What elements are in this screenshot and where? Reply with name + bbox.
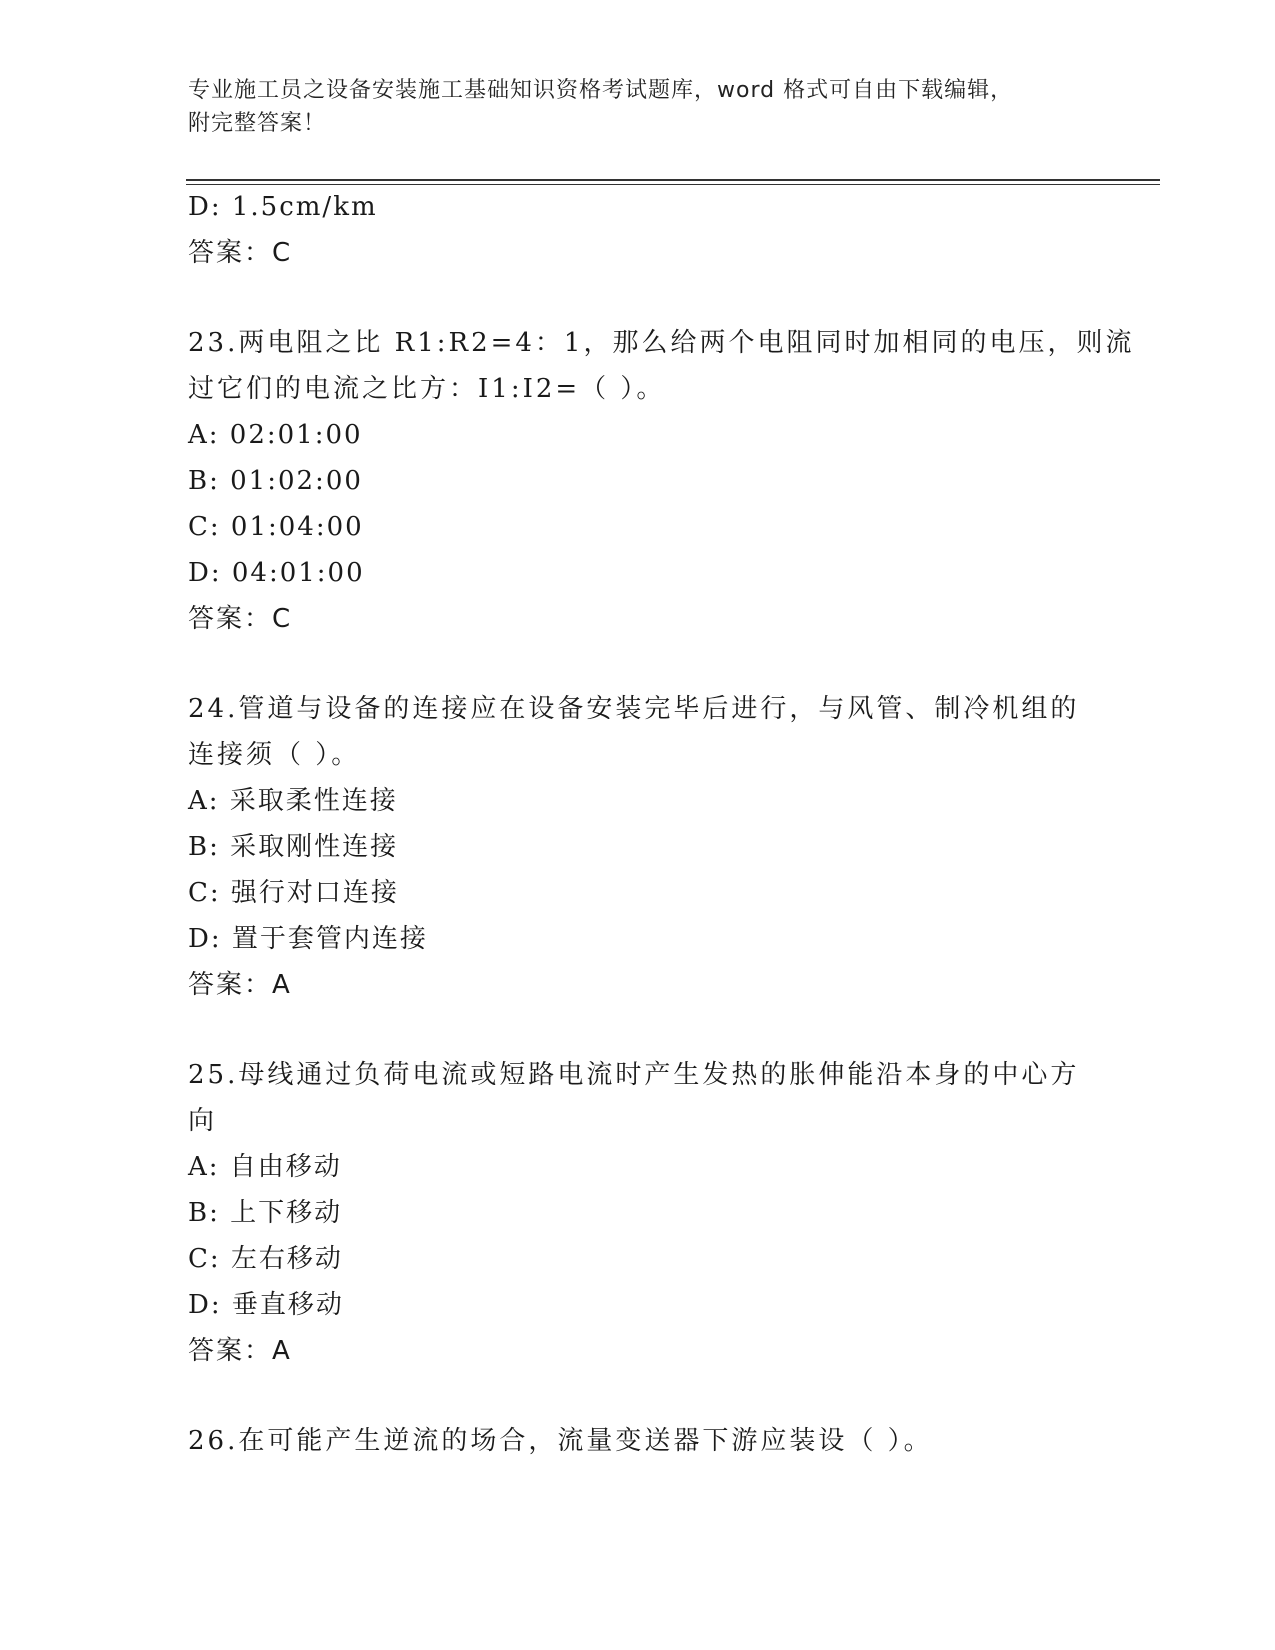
header-line-1: 专业施工员之设备安装施工基础知识资格考试题库，word 格式可自由下载编辑，: [188, 78, 1014, 103]
option-b: B: 采取刚性连接: [188, 832, 399, 862]
document-header: [188, 74, 1088, 140]
spacer: [188, 1374, 1088, 1418]
question-23: [188, 320, 1135, 642]
option-a: A: 采取柔性连接: [188, 786, 398, 816]
option-b: B: 上下移动: [188, 1198, 343, 1228]
option-d: D: 垂直移动: [188, 1290, 344, 1320]
question-text-line-1: 23.两电阻之比 R1:R2=4：1，那么给两个电阻同时加相同的电压，则流: [188, 328, 1135, 358]
question-26: [188, 1418, 1088, 1464]
spacer: [188, 1008, 1088, 1052]
header-divider-thick: [186, 179, 1160, 181]
question-list: [188, 190, 1135, 1464]
option-c: C: 强行对口连接: [188, 878, 399, 908]
question-text-line-1: 24.管道与设备的连接应在设备安装完毕后进行，与风管、制冷机组的: [188, 694, 1080, 724]
header-line-2: 附完整答案！: [188, 111, 327, 136]
question-text-line-2: 过它们的电流之比方：I1:I2=（ ）。: [188, 374, 666, 404]
question-text-line-2: 连接须（ ）。: [188, 740, 361, 770]
option-b: B: 01:02:00: [188, 466, 363, 496]
spacer: [188, 642, 1088, 686]
question-text-line-1: 26.在可能产生逆流的场合，流量变送器下游应装设（ ）。: [188, 1426, 933, 1456]
question-text-line-2: 向: [188, 1106, 218, 1136]
spacer: [188, 276, 1088, 320]
option-d: D: 置于套管内连接: [188, 924, 428, 954]
question-text-line-1: 25.母线通过负荷电流或短路电流时产生发热的胀伸能沿本身的中心方: [188, 1060, 1080, 1090]
option-a: A: 02:01:00: [188, 420, 363, 450]
option-a: A: 自由移动: [188, 1152, 342, 1182]
option-c: C: 左右移动: [188, 1244, 343, 1274]
option-c: C: 01:04:00: [188, 512, 364, 542]
answer: 答案：C: [188, 604, 293, 634]
question-24: [188, 686, 1088, 1008]
answer: 答案：A: [188, 1336, 292, 1366]
question-25: [188, 1052, 1088, 1374]
prev-answer: 答案：C: [188, 238, 293, 268]
prev-option-d: D: 1.5cm/km: [188, 192, 378, 222]
option-d: D: 04:01:00: [188, 558, 365, 588]
answer: 答案：A: [188, 970, 292, 1000]
